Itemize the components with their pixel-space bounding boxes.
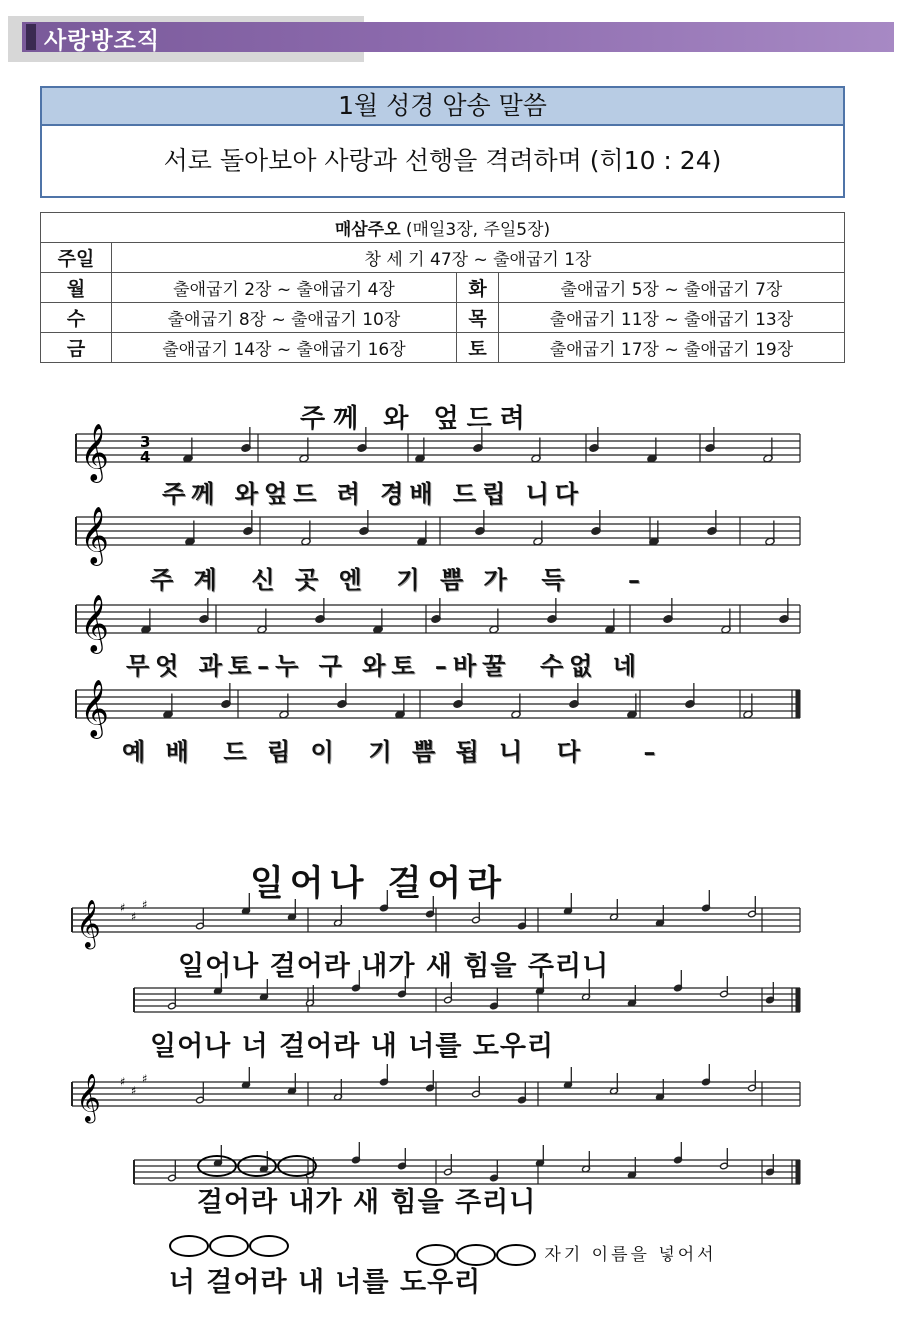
treble-clef-icon: 𝄞 [76,1072,101,1122]
name-instruction-note [544,1240,717,1266]
name-placeholder-circle [496,1244,536,1266]
reading-range: 출애굽기 5장 ~ 출애굽기 7장 [499,273,845,303]
time-signature-bottom: 4 [140,448,151,466]
song2-title: 일어나 걸어라 [250,864,508,904]
memory-verse-text: 서로 돌아보아 사랑과 선행을 격려하며 (히10 : 24) [163,146,722,175]
name-placeholder-circle [237,1155,277,1177]
reading-plan-title: 매삼주오 [334,220,401,240]
song1-lyric-line: 주 계 신 곳 엔 기 쁨 가 득 – [150,565,646,594]
sharp-icon: ♯ [142,897,148,912]
treble-clef-icon: 𝄞 [80,506,109,564]
treble-clef-icon: 𝄞 [80,594,109,652]
day-label: 주일 [41,243,112,273]
name-placeholder-circle [416,1244,456,1266]
sharp-icon: ♯ [131,909,137,924]
reading-range: 출애굽기 8장 ~ 출애굽기 10장 [112,303,457,333]
treble-clef-icon: 𝄞 [80,423,109,481]
reading-range: 창 세 기 47장 ~ 출애굽기 1장 [112,243,845,273]
reading-range: 출애굽기 14장 ~ 출애굽기 16장 [112,333,457,363]
reading-range: 출애굽기 2장 ~ 출애굽기 4장 [112,273,457,303]
time-signature-top: 3 [140,433,151,451]
name-placeholder-circle [197,1155,237,1177]
treble-clef-icon: 𝄞 [80,679,109,737]
name-placeholder-circle [456,1244,496,1266]
day-label: 월 [41,273,112,303]
memory-verse-heading: 1월 성경 암송 말씀 [42,88,843,126]
song2-lyric-line: 일어나 걸어라 내가 새 힘을 주리니 [178,951,610,982]
sharp-icon: ♯ [120,1074,126,1089]
name-placeholder-circle [169,1235,209,1257]
treble-clef-icon: 𝄞 [76,898,101,948]
day-label: 금 [41,333,112,363]
section-title: 사랑방조직 [44,28,161,54]
song1-lyric-line: 무엇 과토–누 구 와토 –바꿀 수없 네 [126,651,642,680]
sharp-icon: ♯ [120,900,126,915]
note-text: 자기 이름을 넣어서 [544,1245,717,1265]
song1-title: 주께 와 엎드려 [300,404,533,434]
day-label: 토 [457,333,499,363]
reading-plan-subtitle: (매일3장, 주일5장) [405,220,551,240]
name-placeholder-circle [209,1235,249,1257]
day-label: 목 [457,303,499,333]
song2-lyric-line: 일어나 너 걸어라 내 너를 도우리 [150,1031,555,1062]
reading-range: 출애굽기 11장 ~ 출애굽기 13장 [499,303,845,333]
sharp-icon: ♯ [131,1083,137,1098]
song2-lyric-text: 걸어라 내가 새 힘을 주리니 [196,1187,537,1218]
song1-lyric-line: 주께 와엎드 려 경배 드립 니다 [162,479,584,508]
day-label: 화 [457,273,499,303]
name-placeholder-circle [277,1155,317,1177]
day-label: 수 [41,303,112,333]
song1-lyric-line: 예 배 드 림 이 기 쁨 됩 니 다 – [122,737,662,766]
sharp-icon: ♯ [142,1071,148,1086]
reading-range: 출애굽기 17장 ~ 출애굽기 19장 [499,333,845,363]
song2-lyric-text: 너 걸어라 내 너를 도우리 [168,1267,482,1298]
name-placeholder-circle [249,1235,289,1257]
